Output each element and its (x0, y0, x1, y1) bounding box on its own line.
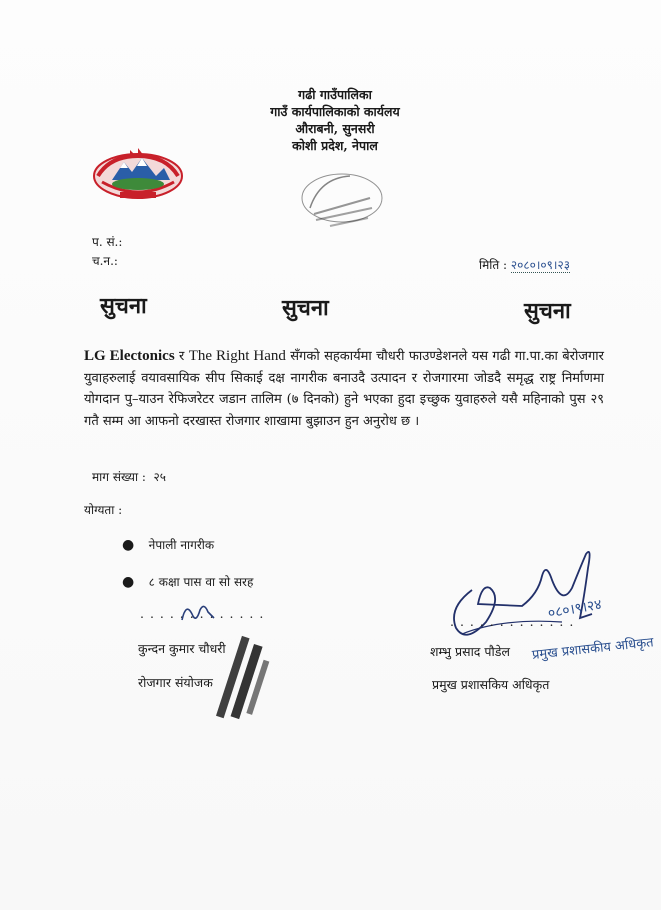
header-line-2: गाउँ कार्यपालिकाको कार्यलय (270, 104, 400, 119)
notice-title-center: सुचना (282, 295, 329, 321)
left-signatory-title: रोजगार संयोजक (138, 675, 213, 690)
header-stamp-image (290, 168, 390, 234)
handwritten-date: ०८०।९।२४ (546, 596, 603, 622)
left-signature-dots: . . . . . . . . . . . . . (140, 606, 265, 621)
left-stamp-image (212, 632, 284, 732)
government-emblem (90, 146, 186, 206)
body-org-right-hand: The Right Hand (188, 348, 286, 364)
header-line-1: गढी गाउँपालिका (298, 87, 372, 102)
notice-body (84, 346, 604, 432)
eligibility-item-text: ८ कक्षा पास वा सो सरह (148, 575, 254, 589)
eligibility-item (122, 536, 214, 553)
date-label: मिति : (479, 258, 508, 272)
left-signature-image (178, 600, 218, 626)
notice-title-right: सुचना (524, 298, 571, 324)
eligibility-label: योग्यता : (84, 503, 123, 517)
date-field (479, 256, 570, 273)
header-line-3: औराबनी, सुनसरी (295, 121, 375, 136)
header-line-4: कोशी प्रदेश, नेपाल (292, 138, 378, 153)
right-signature-dots: . . . . . . . . . . . . . (450, 614, 575, 629)
right-signature-image (442, 548, 652, 648)
body-conjunction: र (174, 349, 189, 364)
dispatch-number-label: च.न.: (92, 254, 118, 268)
demand-count: माग संख्या : २५ (92, 470, 167, 484)
eligibility-item (122, 573, 253, 590)
date-value: २०८०।०९।२३ (510, 258, 570, 272)
left-signatory-name: कुन्दन कुमार चौधरी (138, 641, 226, 656)
body-text: सँगको सहकार्यमा चौधरी फाउण्डेशनले यस गढी गा.पा.का बेरोजगार युवाहरुलाई वयावसायिक सीप सिकाई दक्ष नागरीक बनाउदै उत्पादन र रोजगारमा जोडदै समृद्ध राष्ट्र निर्माणमा योगदान पु–याउन रेफिजरेटर जडान तालिम (७ दिनको) हुने भएका हुदा इच्छुक युवाहरुले यसै महिनाको पुस २९ गतै सम्म आ आफनो दरखास्त रोजगार शाखामा बुझाउन हुन अनुरोध छ । (84, 349, 604, 429)
bullet-icon: ● (122, 574, 135, 590)
right-stamp-title: प्रमुख प्रशासकीय अधिकृत (531, 635, 655, 663)
reference-number-label: प. सं.: (92, 235, 123, 249)
body-org-lg: LG Electonics (84, 348, 175, 364)
bullet-icon: ● (122, 537, 135, 553)
right-signatory-name: शम्भु प्रसाद पौडेल (430, 644, 510, 659)
eligibility-item-text: नेपाली नागरीक (148, 538, 215, 552)
notice-title-left: सुचना (100, 293, 147, 319)
right-signatory-title: प्रमुख प्रशासकिय अधिकृत (432, 677, 550, 692)
